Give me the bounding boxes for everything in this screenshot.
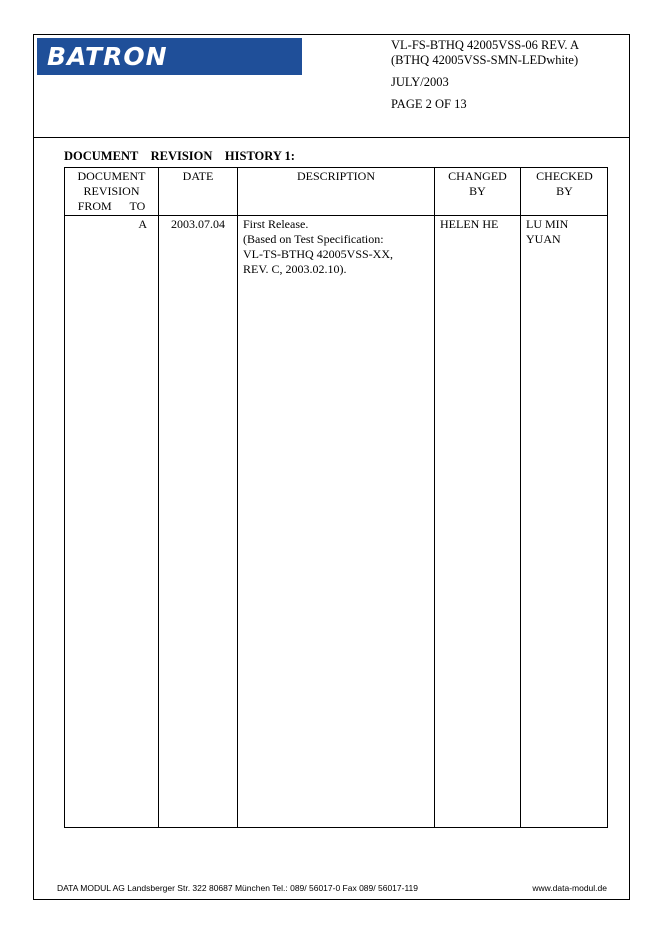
header-info xyxy=(391,38,579,112)
header-checked-line1: CHECKED xyxy=(536,169,593,183)
doc-number: VL-FS-BTHQ 42005VSS-06 REV. A xyxy=(391,38,579,52)
header-divider xyxy=(34,137,629,138)
row-revision-to: A xyxy=(138,217,147,231)
row-checked-line: LU MIN xyxy=(526,217,569,231)
batron-logo: BATRON xyxy=(37,38,302,75)
row-changed-by: HELEN HE xyxy=(440,217,499,231)
header-date: DATE xyxy=(182,169,214,183)
header-revision-line1: DOCUMENT xyxy=(77,169,146,183)
row-description xyxy=(243,217,433,277)
header-changed-line1: CHANGED xyxy=(448,169,507,183)
header-row-divider xyxy=(65,215,607,216)
row-description-line: First Release. xyxy=(243,217,309,231)
header-changed-by xyxy=(435,169,520,199)
row-description-line: VL-TS-BTHQ 42005VSS-XX, xyxy=(243,247,393,261)
column-divider xyxy=(520,168,521,827)
row-date: 2003.07.04 xyxy=(171,217,225,231)
page-number: PAGE 2 OF 13 xyxy=(391,97,467,111)
row-description-line: REV. C, 2003.02.10). xyxy=(243,262,347,276)
column-divider xyxy=(434,168,435,827)
revision-history-title: DOCUMENT REVISION HISTORY 1: xyxy=(64,149,295,163)
header-changed-line2: BY xyxy=(469,184,486,198)
header-checked-by xyxy=(521,169,608,199)
row-description-line: (Based on Test Specification: xyxy=(243,232,384,246)
doc-date: JULY/2003 xyxy=(391,75,449,89)
header-revision-line3: FROM TO xyxy=(77,199,146,213)
row-checked-by xyxy=(526,217,606,247)
page-frame xyxy=(33,34,630,900)
revision-history-table xyxy=(64,167,608,828)
header-revision-line2: REVISION xyxy=(83,184,140,198)
header-checked-line2: BY xyxy=(556,184,573,198)
column-divider xyxy=(158,168,159,827)
header-revision xyxy=(65,169,158,214)
doc-subtitle: (BTHQ 42005VSS-SMN-LEDwhite) xyxy=(391,53,579,67)
footer xyxy=(57,883,607,893)
row-checked-line: YUAN xyxy=(526,232,561,246)
column-divider xyxy=(237,168,238,827)
footer-address: DATA MODUL AG Landsberger Str. 322 80687 München Tel.: 089/ 56017-0 Fax 089/ 56017-119 xyxy=(57,883,419,893)
header-description: DESCRIPTION xyxy=(296,169,375,183)
footer-website[interactable]: www.data-modul.de xyxy=(532,883,607,893)
